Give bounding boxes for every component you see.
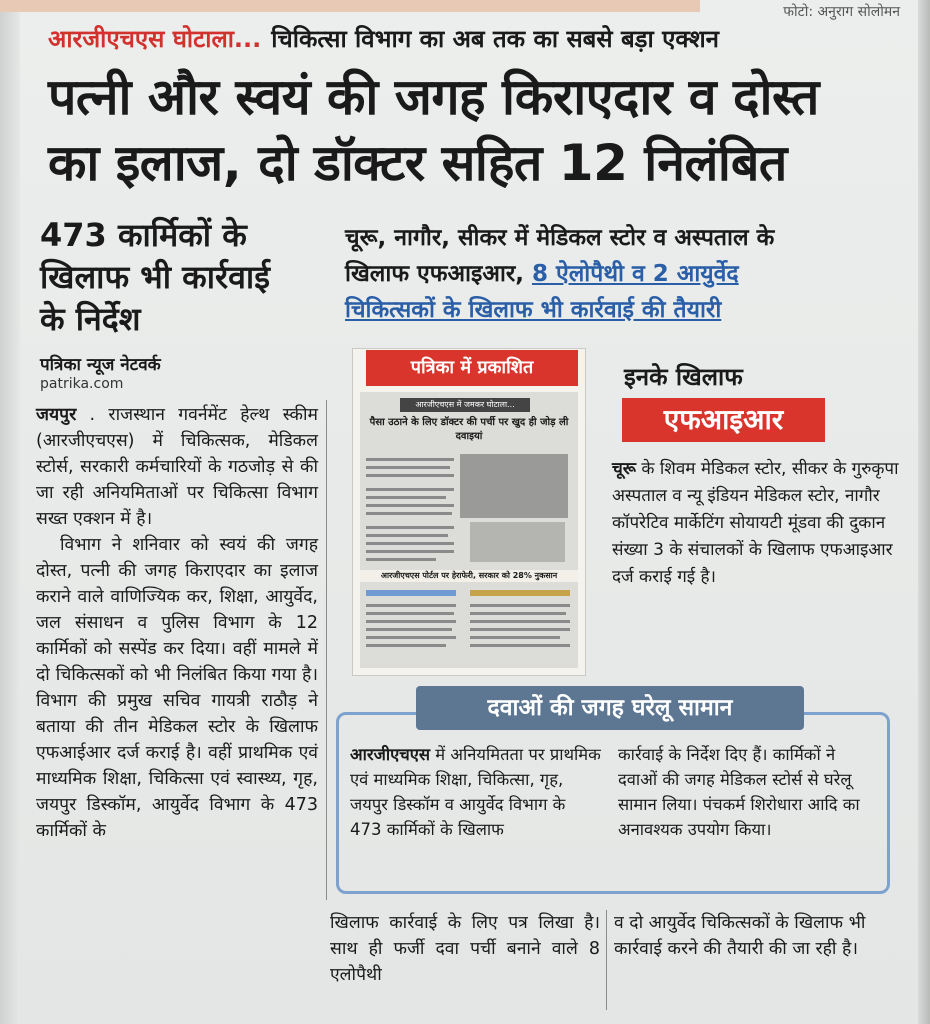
clipping-text-line: [470, 628, 570, 631]
byline-website: patrika.com: [40, 376, 124, 392]
info-box-title: दवाओं की जगह घरेलू सामान: [416, 686, 804, 730]
clipping-text-line: [366, 558, 436, 561]
dateline: जयपुर: [36, 405, 77, 425]
byline: पत्रिका न्यूज नेटवर्क: [40, 355, 161, 375]
clipping-text-line: [366, 474, 454, 477]
article-column-1: [36, 402, 318, 844]
fir-label: एफआइआर: [622, 398, 825, 442]
clipping-text-line: [366, 636, 456, 639]
column-divider: [606, 910, 607, 1010]
clipping-image: [360, 392, 578, 668]
info-box-column-1: आरजीएचएस में अनियमितता पर प्राथमिक एवं माध्यमिक शिक्षा, चिकित्सा, गृह, जयपुर डिस्कॉम व आयुर्वेद विभाग के 473 कार्मिकों के खिलाफ: [350, 745, 601, 839]
clipping-graphic: [470, 590, 570, 596]
page-edge-right: [918, 0, 930, 1024]
clipping-text-line: [470, 604, 570, 607]
column-divider: [326, 400, 327, 900]
published-tag: पत्रिका में प्रकाशित: [366, 350, 578, 386]
clipping-text-line: [366, 466, 450, 469]
clipping-text-line: [366, 512, 452, 515]
paragraph-1: . राजस्थान गवर्नमेंट हेल्थ स्कीम (आरजीएचएस) में चिकित्सक, मेडिकल स्टोर्स, सरकारी कर्मचारियों के गठजोड़ से की जा रही अनियमिताओं पर चिकित्सा विभाग सख्त एक्शन में है।: [36, 405, 318, 529]
clipping-text-line: [366, 604, 456, 607]
paragraph-2: विभाग ने शनिवार को स्वयं की जगह दोस्त, पत्नी की जगह किराएदार का इलाज कराने वाले वाणिज्यिक कर, शिक्षा, आयुर्वेद, जल संसाधन व पुलिस विभाग के 12 कार्मिकों को सस्पेंड कर दिया। वहीं मामले में दो चिकित्सकों को भी निलंबित किया गया है। विभाग की प्रमुख सचिव गायत्री राठौड़ ने बताया की तीन मेडिकल स्टोर के खिलाफ एफआईआर दर्ज कराई है। वहीं प्राथमिक एवं माध्यमिक शिक्षा, चिकित्सा एवं स्वास्थ्य, गृह, जयपुर डिस्कॉम, आयुर्वेद विभाग के 473 कार्मिकों के: [36, 535, 318, 841]
headline-line-1: पत्नी और स्वयं की जगह किराएदार व दोस्त: [48, 68, 819, 126]
headline-line-2: का इलाज, दो डॉक्टर सहित 12 निलंबित: [48, 134, 787, 192]
clipping-text-line: [366, 458, 454, 461]
clipping-text-line: [366, 628, 452, 631]
subheadline-right-line-1: चूरू, नागौर, सीकर में मेडिकल स्टोर व अस्पताल के: [345, 225, 775, 251]
clipping-text-line: [366, 488, 454, 491]
clipping-graphic: [366, 590, 456, 596]
clipping-text-line: [366, 496, 446, 499]
subheadline-left-line: के निर्देश: [40, 300, 141, 338]
clipping-text-line: [366, 644, 446, 647]
clipping-text-line: [366, 620, 456, 623]
article-column-2: खिलाफ कार्रवाई के लिए पत्र लिखा है। साथ ही फर्जी दवा पर्ची बनाने वाले 8 एलोपैथी: [330, 913, 600, 985]
clipping-text-line: [366, 612, 454, 615]
subheadline-left: [40, 214, 340, 340]
clipping-text-line: [366, 526, 454, 529]
clipping-text-line: [470, 636, 560, 639]
top-color-strip: [0, 0, 700, 12]
subheadline-right-line-3: चिकित्सकों के खिलाफ भी कार्रवाई की तैयारी: [345, 297, 722, 323]
clipping-text-line: [470, 612, 566, 615]
subheadline-right: [345, 220, 905, 328]
subheadline-right-line-2: खिलाफ एफआइआर, 8 ऐलोपैथी व 2 आयुर्वेद: [345, 261, 739, 287]
fir-body: चूरू के शिवम मेडिकल स्टोर, सीकर के गुरुकृपा अस्पताल व न्यू इंडियन मेडिकल स्टोर, नागौर कॉपरेटिव मार्केटिंग सोयायटी मूंडवा की दुकान संख्या 3 के संचालकों के खिलाफ एफआइआर दर्ज कराई गई है।: [612, 459, 899, 587]
clipping-text-line: [366, 542, 454, 545]
info-box-column-2: कार्रवाई के निर्देश दिए हैं। कार्मिकों ने दवाओं की जगह मेडिकल स्टोर्स से घरेलू सामान लिया। पंचकर्म शिरोधारा आदि का अनावश्यक उपयोग किया।: [618, 745, 860, 839]
clipping-photo-2: [470, 522, 565, 562]
clipping-text-line: [366, 534, 448, 537]
page-edge-left: [0, 0, 20, 1024]
clipping-band: आरजीएचएस पोर्टल पर हेराफेरी, सरकार को 28% नुकसान: [360, 570, 578, 582]
subheadline-left-line: 473 कार्मिकों के: [40, 216, 247, 254]
clipping-headline: पैसा उठाने के लिए डॉक्टर की पर्ची पर खुद ही जोड़ ली दवाइयां: [369, 417, 569, 442]
clipping-text-line: [366, 550, 454, 553]
photo-credit: फोटो: अनुराग सोलोमन: [783, 4, 900, 20]
clipping-text-line: [470, 620, 570, 623]
clipping-text-line: [470, 644, 570, 647]
kicker: [48, 22, 719, 55]
kicker-text: चिकित्सा विभाग का अब तक का सबसे बड़ा एक्शन: [271, 25, 719, 53]
clipping-kicker: आरजीएचएस में जमकर घोटाला...: [400, 398, 530, 412]
subheadline-left-line: खिलाफ भी कार्रवाई: [40, 258, 270, 296]
clipping-text-line: [366, 504, 454, 507]
headline: [48, 64, 908, 196]
fir-section-title: इनके खिलाफ: [624, 363, 743, 391]
clipping-photo: [460, 454, 568, 518]
article-column-3: व दो आयुर्वेद चिकित्सकों के खिलाफ भी कार्रवाई करने की तैयारी की जा रही है।: [614, 913, 866, 959]
kicker-topic: आरजीएचएस घोटाला...: [48, 25, 262, 53]
